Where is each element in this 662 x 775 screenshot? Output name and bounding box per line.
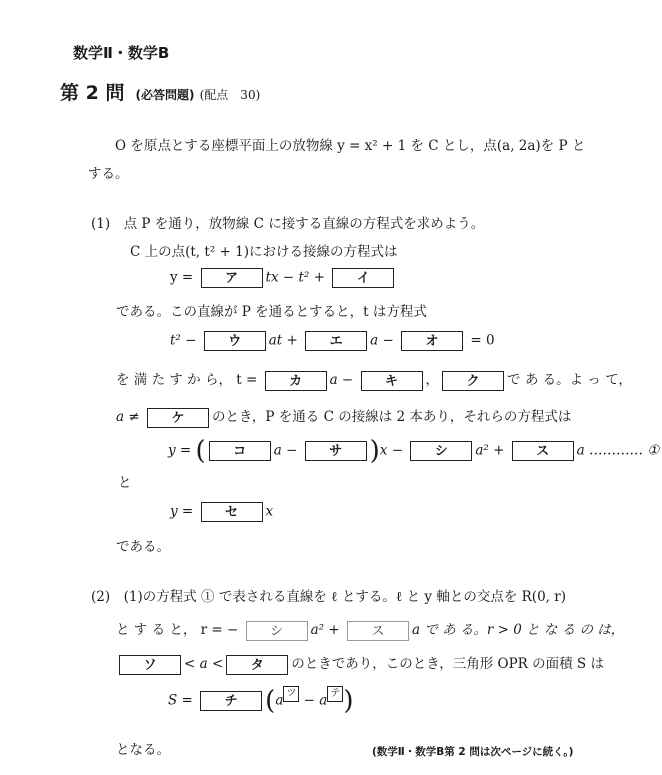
answer-box-su[interactable]: ス: [512, 441, 574, 461]
answer-box-su-repeat[interactable]: ス: [347, 621, 409, 641]
problem-points: (配点 30): [199, 88, 261, 102]
eq-text: y =: [168, 442, 196, 459]
q1-satisfy-line: [116, 368, 632, 391]
eq-text: y =: [170, 269, 198, 286]
eq-text: − a: [299, 692, 328, 709]
paren-open: (: [195, 436, 206, 466]
problem-heading: [60, 78, 260, 105]
answer-box-u[interactable]: ウ: [204, 331, 266, 351]
q1-condition-line: [116, 405, 571, 428]
eq-text: のときであり，このとき，三角形 OPR の面積 S は: [291, 656, 604, 672]
q1-eq3: [168, 436, 659, 466]
eq-text: ，: [425, 372, 440, 388]
eq-text: y =: [170, 503, 198, 520]
eq-text: < a <: [184, 656, 224, 672]
answer-box-so[interactable]: ソ: [119, 655, 181, 675]
q1-line-desc: である。この直線が P を通るとすると，t は方程式: [116, 304, 427, 320]
eq-text: a −: [370, 332, 399, 349]
q1-heading: (1) 点 P を通り，放物線 C に接する直線の方程式を求めよう。: [91, 216, 485, 232]
eq-text: x: [265, 503, 274, 520]
q1-line-2: C 上の点(t, t² + 1)における接線の方程式は: [130, 244, 398, 260]
eq-text: a −: [273, 442, 302, 459]
eq-text: = 0: [466, 332, 495, 349]
paren-close: ): [343, 686, 354, 716]
eq-text: t² −: [170, 332, 201, 349]
answer-box-ke[interactable]: ケ: [147, 408, 209, 428]
answer-box-ko[interactable]: コ: [209, 441, 271, 461]
q1-and: と: [118, 475, 132, 491]
eq-text: a で あ る。r > 0 と な る の は，: [411, 622, 625, 638]
intro-line-2: する。: [88, 166, 129, 182]
answer-box-chi[interactable]: チ: [200, 691, 262, 711]
eq-text: x −: [379, 442, 408, 459]
eq-text: a ≠: [116, 409, 144, 425]
eq-text: a −: [329, 372, 358, 388]
q1-end: である。: [116, 539, 170, 555]
eq-text: tx − t² +: [265, 269, 330, 286]
eq-text: を 満 た す か ら， t =: [116, 372, 262, 388]
q2-line-2: [116, 618, 624, 641]
q1-eq4: [170, 502, 273, 522]
answer-box-shi-repeat[interactable]: シ: [246, 621, 308, 641]
eq-text: at +: [268, 332, 303, 349]
answer-box-ku[interactable]: ク: [442, 371, 504, 391]
subject-header: 数学Ⅱ・数学B: [73, 44, 170, 62]
q2-eq: [168, 686, 353, 716]
eq-text: S =: [168, 692, 198, 709]
answer-box-o[interactable]: オ: [401, 331, 463, 351]
eq-text: のとき，P を通る C の接線は 2 本あり，それらの方程式は: [211, 409, 572, 425]
eq-text: a: [275, 692, 284, 709]
answer-box-se[interactable]: セ: [201, 502, 263, 522]
paren-open: (: [265, 686, 276, 716]
answer-box-te[interactable]: テ: [327, 686, 343, 702]
problem-number: 第 2 問: [60, 82, 125, 104]
q1-eq2: [170, 331, 495, 351]
intro-line-1: O を原点とする座標平面上の放物線 y = x² + 1 を C とし，点(a, 2a)を P と: [115, 138, 586, 154]
answer-box-ta[interactable]: タ: [226, 655, 288, 675]
eq-text: a² +: [310, 622, 344, 638]
answer-box-a[interactable]: ア: [201, 268, 263, 288]
eq-text: a ………… ①: [576, 442, 660, 459]
answer-box-tsu[interactable]: ツ: [283, 686, 299, 702]
eq-text: a² +: [475, 442, 509, 459]
paren-close: ): [369, 436, 380, 466]
answer-box-i[interactable]: イ: [332, 268, 394, 288]
answer-box-shi[interactable]: シ: [410, 441, 472, 461]
answer-box-sa[interactable]: サ: [305, 441, 367, 461]
answer-box-ki[interactable]: キ: [361, 371, 423, 391]
continuation-note: (数学Ⅱ・数学B第 2 問は次ページに続く。): [372, 746, 574, 758]
q2-line-3: [116, 652, 604, 675]
problem-type: (必答問題): [135, 88, 195, 102]
q2-end: となる。: [116, 742, 170, 758]
eq-text: で あ る。よ っ て，: [507, 372, 632, 388]
q2-line-1: (2) (1)の方程式 ① で表される直線を ℓ とする。ℓ と y 軸との交点を R(0, r): [91, 589, 566, 605]
q1-eq1: [170, 268, 397, 288]
answer-box-e[interactable]: エ: [305, 331, 367, 351]
answer-box-ka[interactable]: カ: [265, 371, 327, 391]
eq-text: と す る と， r = −: [116, 622, 243, 638]
